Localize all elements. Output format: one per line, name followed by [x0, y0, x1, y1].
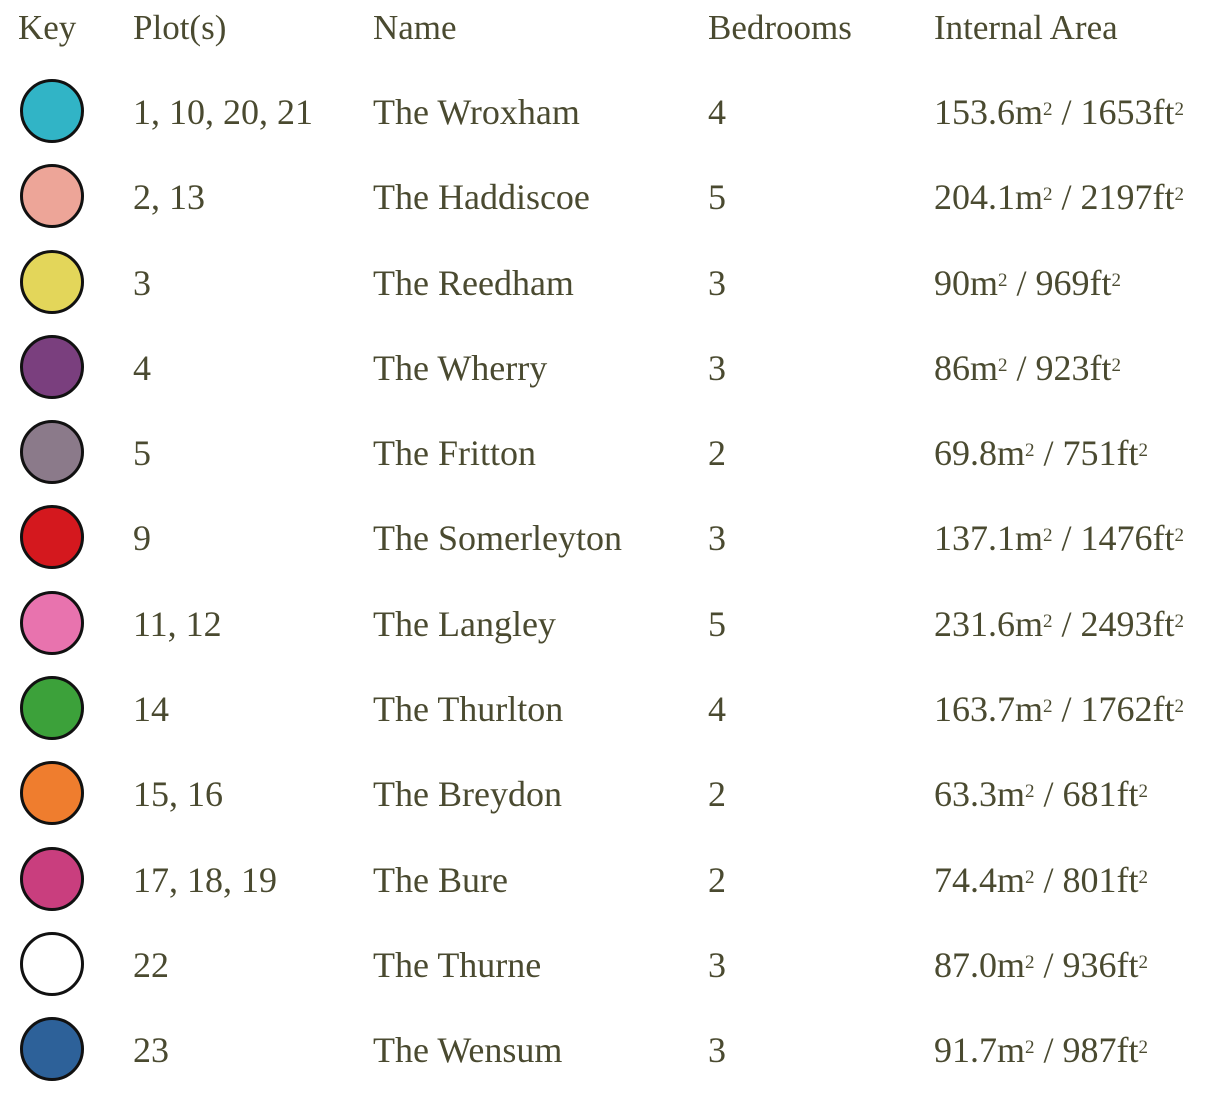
bedroom-count: 3 — [708, 518, 726, 559]
house-name: The Fritton — [373, 433, 536, 474]
area-metric: 74.4m — [934, 859, 1026, 900]
area-separator: / — [1034, 859, 1063, 900]
area-metric: 69.8m — [934, 433, 1026, 474]
house-name: The Breydon — [373, 774, 562, 815]
internal-area — [934, 860, 1148, 900]
plot-numbers: 2, 13 — [133, 177, 205, 218]
area-separator: / — [1052, 603, 1081, 644]
area-metric: 204.1m — [934, 177, 1044, 218]
area-metric: 87.0m — [934, 944, 1026, 985]
area-metric-exponent: 2 — [1043, 525, 1053, 547]
internal-area — [934, 1030, 1148, 1070]
area-imperial-exponent: 2 — [1138, 1037, 1149, 1059]
area-imperial: 1762ft — [1080, 689, 1175, 730]
area-separator: / — [1034, 433, 1063, 474]
area-metric: 137.1m — [934, 518, 1044, 559]
area-metric: 163.7m — [934, 689, 1044, 730]
area-metric: 90m — [934, 262, 999, 303]
house-type-list — [0, 71, 1220, 1095]
area-metric-exponent: 2 — [998, 354, 1008, 376]
bedroom-count: 3 — [708, 944, 726, 985]
area-imperial: 2493ft — [1080, 603, 1175, 644]
area-separator: / — [1052, 518, 1081, 559]
table-row — [0, 583, 1220, 668]
area-imperial: 936ft — [1062, 944, 1139, 985]
area-separator: / — [1034, 944, 1063, 985]
internal-area — [934, 177, 1184, 217]
plot-numbers: 1, 10, 20, 21 — [133, 92, 313, 132]
house-name: The Thurlton — [373, 689, 564, 730]
area-imperial: 2197ft — [1080, 177, 1175, 218]
house-name: The Thurne — [373, 944, 542, 985]
area-metric: 63.3m — [934, 774, 1026, 815]
area-metric-exponent: 2 — [1025, 951, 1035, 973]
bedroom-count: 2 — [708, 859, 726, 900]
internal-area — [934, 689, 1184, 729]
key-color-swatch — [20, 420, 84, 484]
bedroom-count: 4 — [708, 689, 726, 730]
internal-area — [934, 92, 1184, 132]
key-color-swatch — [20, 761, 84, 825]
table-row — [0, 327, 1220, 412]
house-name: The Langley — [373, 603, 556, 644]
plot-numbers: 4 — [133, 347, 151, 388]
internal-area — [934, 945, 1148, 985]
bedroom-count: 2 — [708, 774, 726, 815]
area-metric-exponent: 2 — [1025, 1037, 1035, 1059]
key-color-swatch — [20, 335, 84, 399]
area-imperial: 969ft — [1035, 262, 1112, 303]
plot-numbers: 11, 12 — [133, 603, 222, 644]
internal-area — [934, 518, 1184, 558]
plot-numbers: 14 — [133, 689, 169, 730]
area-separator: / — [1034, 1030, 1063, 1071]
header-plots: Plot(s) — [133, 8, 227, 47]
bedroom-count: 2 — [708, 433, 726, 474]
area-imperial-exponent: 2 — [1174, 696, 1185, 718]
area-imperial-exponent: 2 — [1174, 610, 1185, 632]
area-metric-exponent: 2 — [1043, 184, 1053, 206]
plot-numbers: 17, 18, 19 — [133, 859, 277, 900]
key-color-swatch — [20, 164, 84, 228]
house-name: The Wherry — [373, 347, 548, 388]
key-color-swatch — [20, 1017, 84, 1081]
key-color-swatch — [20, 847, 84, 911]
table-header — [0, 0, 1220, 60]
internal-area — [934, 774, 1148, 814]
bedroom-count: 3 — [708, 1030, 726, 1071]
bedroom-count: 3 — [708, 262, 726, 303]
key-color-swatch — [20, 591, 84, 655]
key-color-swatch — [20, 250, 84, 314]
key-color-swatch — [20, 932, 84, 996]
header-name: Name — [373, 8, 457, 47]
area-imperial-exponent: 2 — [1111, 269, 1122, 291]
area-metric: 91.7m — [934, 1030, 1026, 1071]
table-row — [0, 71, 1220, 156]
house-name: The Haddiscoe — [373, 177, 590, 218]
plot-numbers: 5 — [133, 433, 151, 474]
header-internal-area: Internal Area — [934, 8, 1118, 47]
table-row — [0, 242, 1220, 327]
area-imperial-exponent: 2 — [1138, 440, 1149, 462]
area-metric-exponent: 2 — [1043, 696, 1053, 718]
area-separator: / — [1052, 92, 1081, 132]
internal-area — [934, 348, 1121, 388]
table-row — [0, 753, 1220, 838]
plot-numbers: 15, 16 — [133, 774, 223, 815]
area-metric-exponent: 2 — [1025, 781, 1035, 803]
bedroom-count: 5 — [708, 603, 726, 644]
area-metric: 153.6m — [934, 92, 1044, 132]
area-imperial-exponent: 2 — [1111, 354, 1122, 376]
table-row — [0, 156, 1220, 241]
internal-area — [934, 433, 1148, 473]
area-separator: / — [1034, 774, 1063, 815]
plot-numbers: 22 — [133, 944, 169, 985]
bedroom-count: 3 — [708, 347, 726, 388]
internal-area — [934, 604, 1184, 644]
key-color-swatch — [20, 505, 84, 569]
internal-area — [934, 263, 1121, 303]
area-imperial: 801ft — [1062, 859, 1139, 900]
bedroom-count: 5 — [708, 177, 726, 218]
table-row — [0, 668, 1220, 753]
area-metric-exponent: 2 — [1025, 440, 1035, 462]
area-imperial-exponent: 2 — [1174, 99, 1185, 120]
key-color-swatch — [20, 79, 84, 143]
area-imperial: 751ft — [1062, 433, 1139, 474]
area-imperial: 681ft — [1062, 774, 1139, 815]
header-key: Key — [18, 8, 77, 47]
area-metric-exponent: 2 — [998, 269, 1008, 291]
table-row — [0, 412, 1220, 497]
area-imperial-exponent: 2 — [1138, 866, 1149, 888]
area-imperial: 1653ft — [1080, 92, 1175, 132]
area-metric-exponent: 2 — [1043, 99, 1053, 120]
house-name: The Bure — [373, 859, 508, 900]
table-row — [0, 924, 1220, 1009]
area-imperial: 1476ft — [1080, 518, 1175, 559]
area-imperial-exponent: 2 — [1174, 525, 1185, 547]
table-row — [0, 839, 1220, 924]
area-metric: 86m — [934, 347, 999, 388]
area-separator: / — [1052, 689, 1081, 730]
key-color-swatch — [20, 676, 84, 740]
area-separator: / — [1052, 177, 1081, 218]
house-name: The Wensum — [373, 1030, 563, 1071]
house-name: The Somerleyton — [373, 518, 622, 559]
bedroom-count: 4 — [708, 92, 726, 132]
area-metric-exponent: 2 — [1043, 610, 1053, 632]
area-imperial-exponent: 2 — [1138, 951, 1149, 973]
area-metric-exponent: 2 — [1025, 866, 1035, 888]
area-separator: / — [1007, 347, 1036, 388]
area-imperial-exponent: 2 — [1174, 184, 1185, 206]
table-row — [0, 1009, 1220, 1094]
header-bedrooms: Bedrooms — [708, 8, 852, 47]
house-name: The Wroxham — [373, 92, 580, 132]
area-imperial: 987ft — [1062, 1030, 1139, 1071]
plot-numbers: 23 — [133, 1030, 169, 1071]
plot-numbers: 3 — [133, 262, 151, 303]
area-imperial-exponent: 2 — [1138, 781, 1149, 803]
area-metric: 231.6m — [934, 603, 1044, 644]
table-row — [0, 497, 1220, 582]
plot-numbers: 9 — [133, 518, 151, 559]
house-name: The Reedham — [373, 262, 574, 303]
area-imperial: 923ft — [1035, 347, 1112, 388]
area-separator: / — [1007, 262, 1036, 303]
